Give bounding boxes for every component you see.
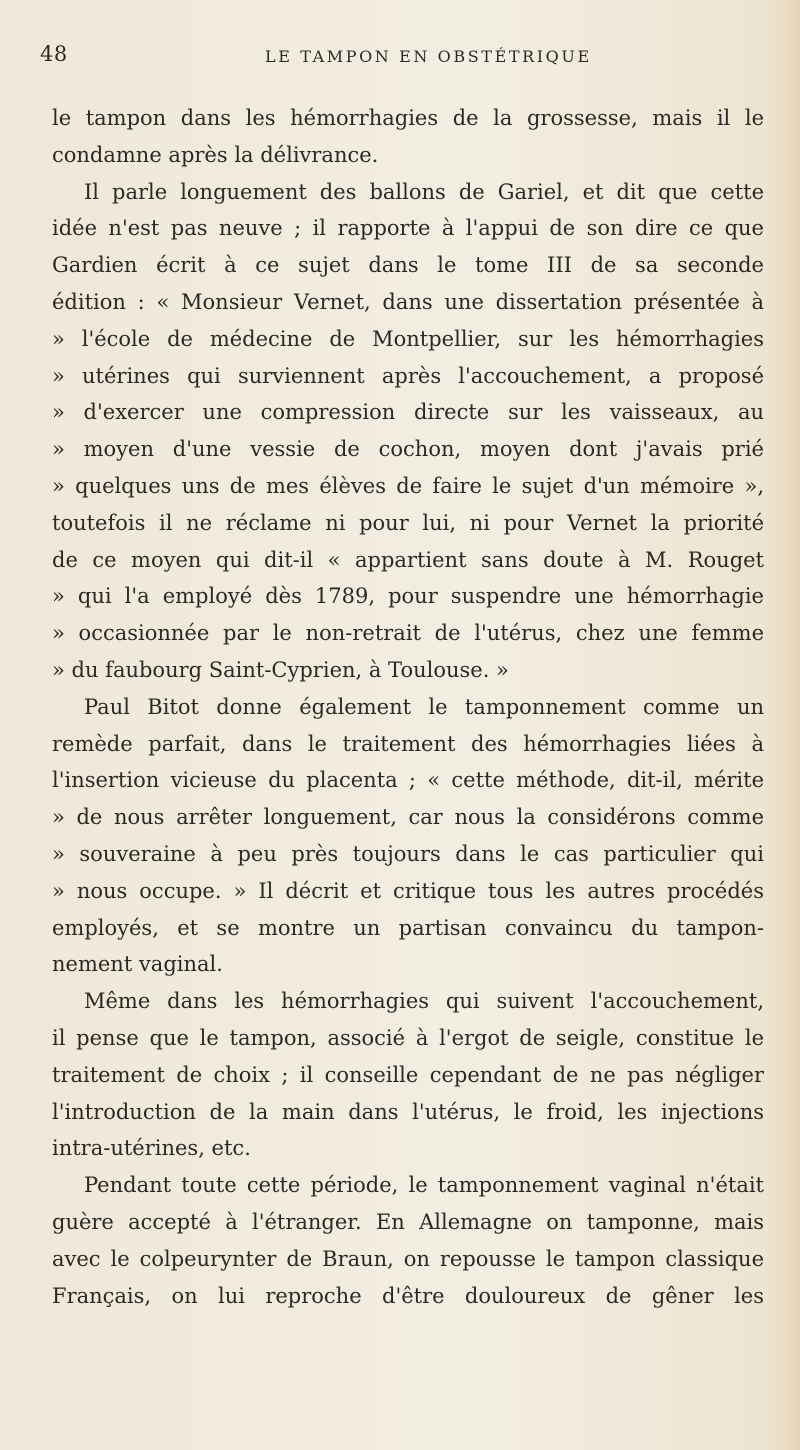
quote-line: » qui l'a employé dès 1789, pour suspendre une hémorrhagie — [52, 584, 764, 609]
body-text — [52, 100, 764, 1314]
text-line: employés, et se montre un partisan convaincu du tampon- — [52, 915, 764, 940]
text-line: idée n'est pas neuve ; il rapporte à l'appui de son dire ce que — [52, 216, 764, 241]
quote-line: » de nous arrêter longuement, car nous la considérons comme — [52, 805, 764, 830]
text-line: l'insertion vicieuse du placenta ; « cette méthode, dit-il, mérite — [52, 768, 764, 793]
paragraph-start-line: Pendant toute cette période, le tamponnement vaginal n'était — [84, 1173, 764, 1198]
quote-line: » d'exercer une compression directe sur les vaisseaux, au — [52, 400, 764, 425]
quote-line: » moyen d'une vessie de cochon, moyen dont j'avais prié — [52, 437, 764, 462]
page-header — [40, 42, 740, 76]
page-edge-shadow — [766, 0, 800, 1450]
text-line: Gardien écrit à ce sujet dans le tome III de sa seconde — [52, 253, 764, 278]
text-line: nement vaginal. — [52, 952, 223, 977]
text-line: le tampon dans les hémorrhagies de la grossesse, mais il le — [52, 106, 764, 130]
paragraph-start-line: Paul Bitot donne également le tamponnement comme un — [84, 694, 764, 719]
page-number: 48 — [40, 42, 68, 66]
quote-line: » quelques uns de mes élèves de faire le sujet d'un mémoire », — [52, 473, 764, 498]
quote-line: » nous occupe. » Il décrit et critique tous les autres procédés — [52, 878, 764, 903]
text-line: Français, on lui reproche d'être douloureux de gêner les — [52, 1283, 764, 1308]
quote-line: » utérines qui surviennent après l'accouchement, a proposé — [52, 363, 764, 388]
quote-line: » souveraine à peu près toujours dans le cas particulier qui — [52, 841, 764, 866]
text-line: l'introduction de la main dans l'utérus, le froid, les injections — [52, 1099, 764, 1124]
text-line: il pense que le tampon, associé à l'ergot de seigle, constitue le — [52, 1025, 764, 1050]
quote-line: » l'école de médecine de Montpellier, sur les hémorrhagies — [52, 326, 764, 351]
text-line: édition : « Monsieur Vernet, dans une dissertation présentée à — [52, 289, 764, 314]
text-line: remède parfait, dans le traitement des hémorrhagies liées à — [52, 731, 764, 756]
text-line: guère accepté à l'étranger. En Allemagne on tamponne, mais — [52, 1209, 764, 1234]
paragraph-start-line: Même dans les hémorrhagies qui suivent l'accouchement, — [84, 989, 764, 1014]
running-title: LE TAMPON EN OBSTÉTRIQUE — [265, 47, 592, 66]
text-line: toutefois il ne réclame ni pour lui, ni pour Vernet la priorité — [52, 510, 764, 535]
text-line: condamne après la délivrance. — [52, 142, 379, 167]
paragraph-start-line: Il parle longuement des ballons de Gariel, et dit que cette — [84, 179, 764, 204]
text-line: traitement de choix ; il conseille cependant de ne pas négliger — [52, 1062, 764, 1087]
text-line: de ce moyen qui dit-il « appartient sans doute à M. Rouget — [52, 547, 764, 572]
text-line: avec le colpeurynter de Braun, on repousse le tampon classique — [52, 1246, 764, 1271]
quote-line: » occasionnée par le non-retrait de l'utérus, chez une femme — [52, 621, 764, 646]
text-line: intra-utérines, etc. — [52, 1136, 251, 1161]
quote-line: » du faubourg Saint-Cyprien, à Toulouse. » — [52, 657, 509, 682]
